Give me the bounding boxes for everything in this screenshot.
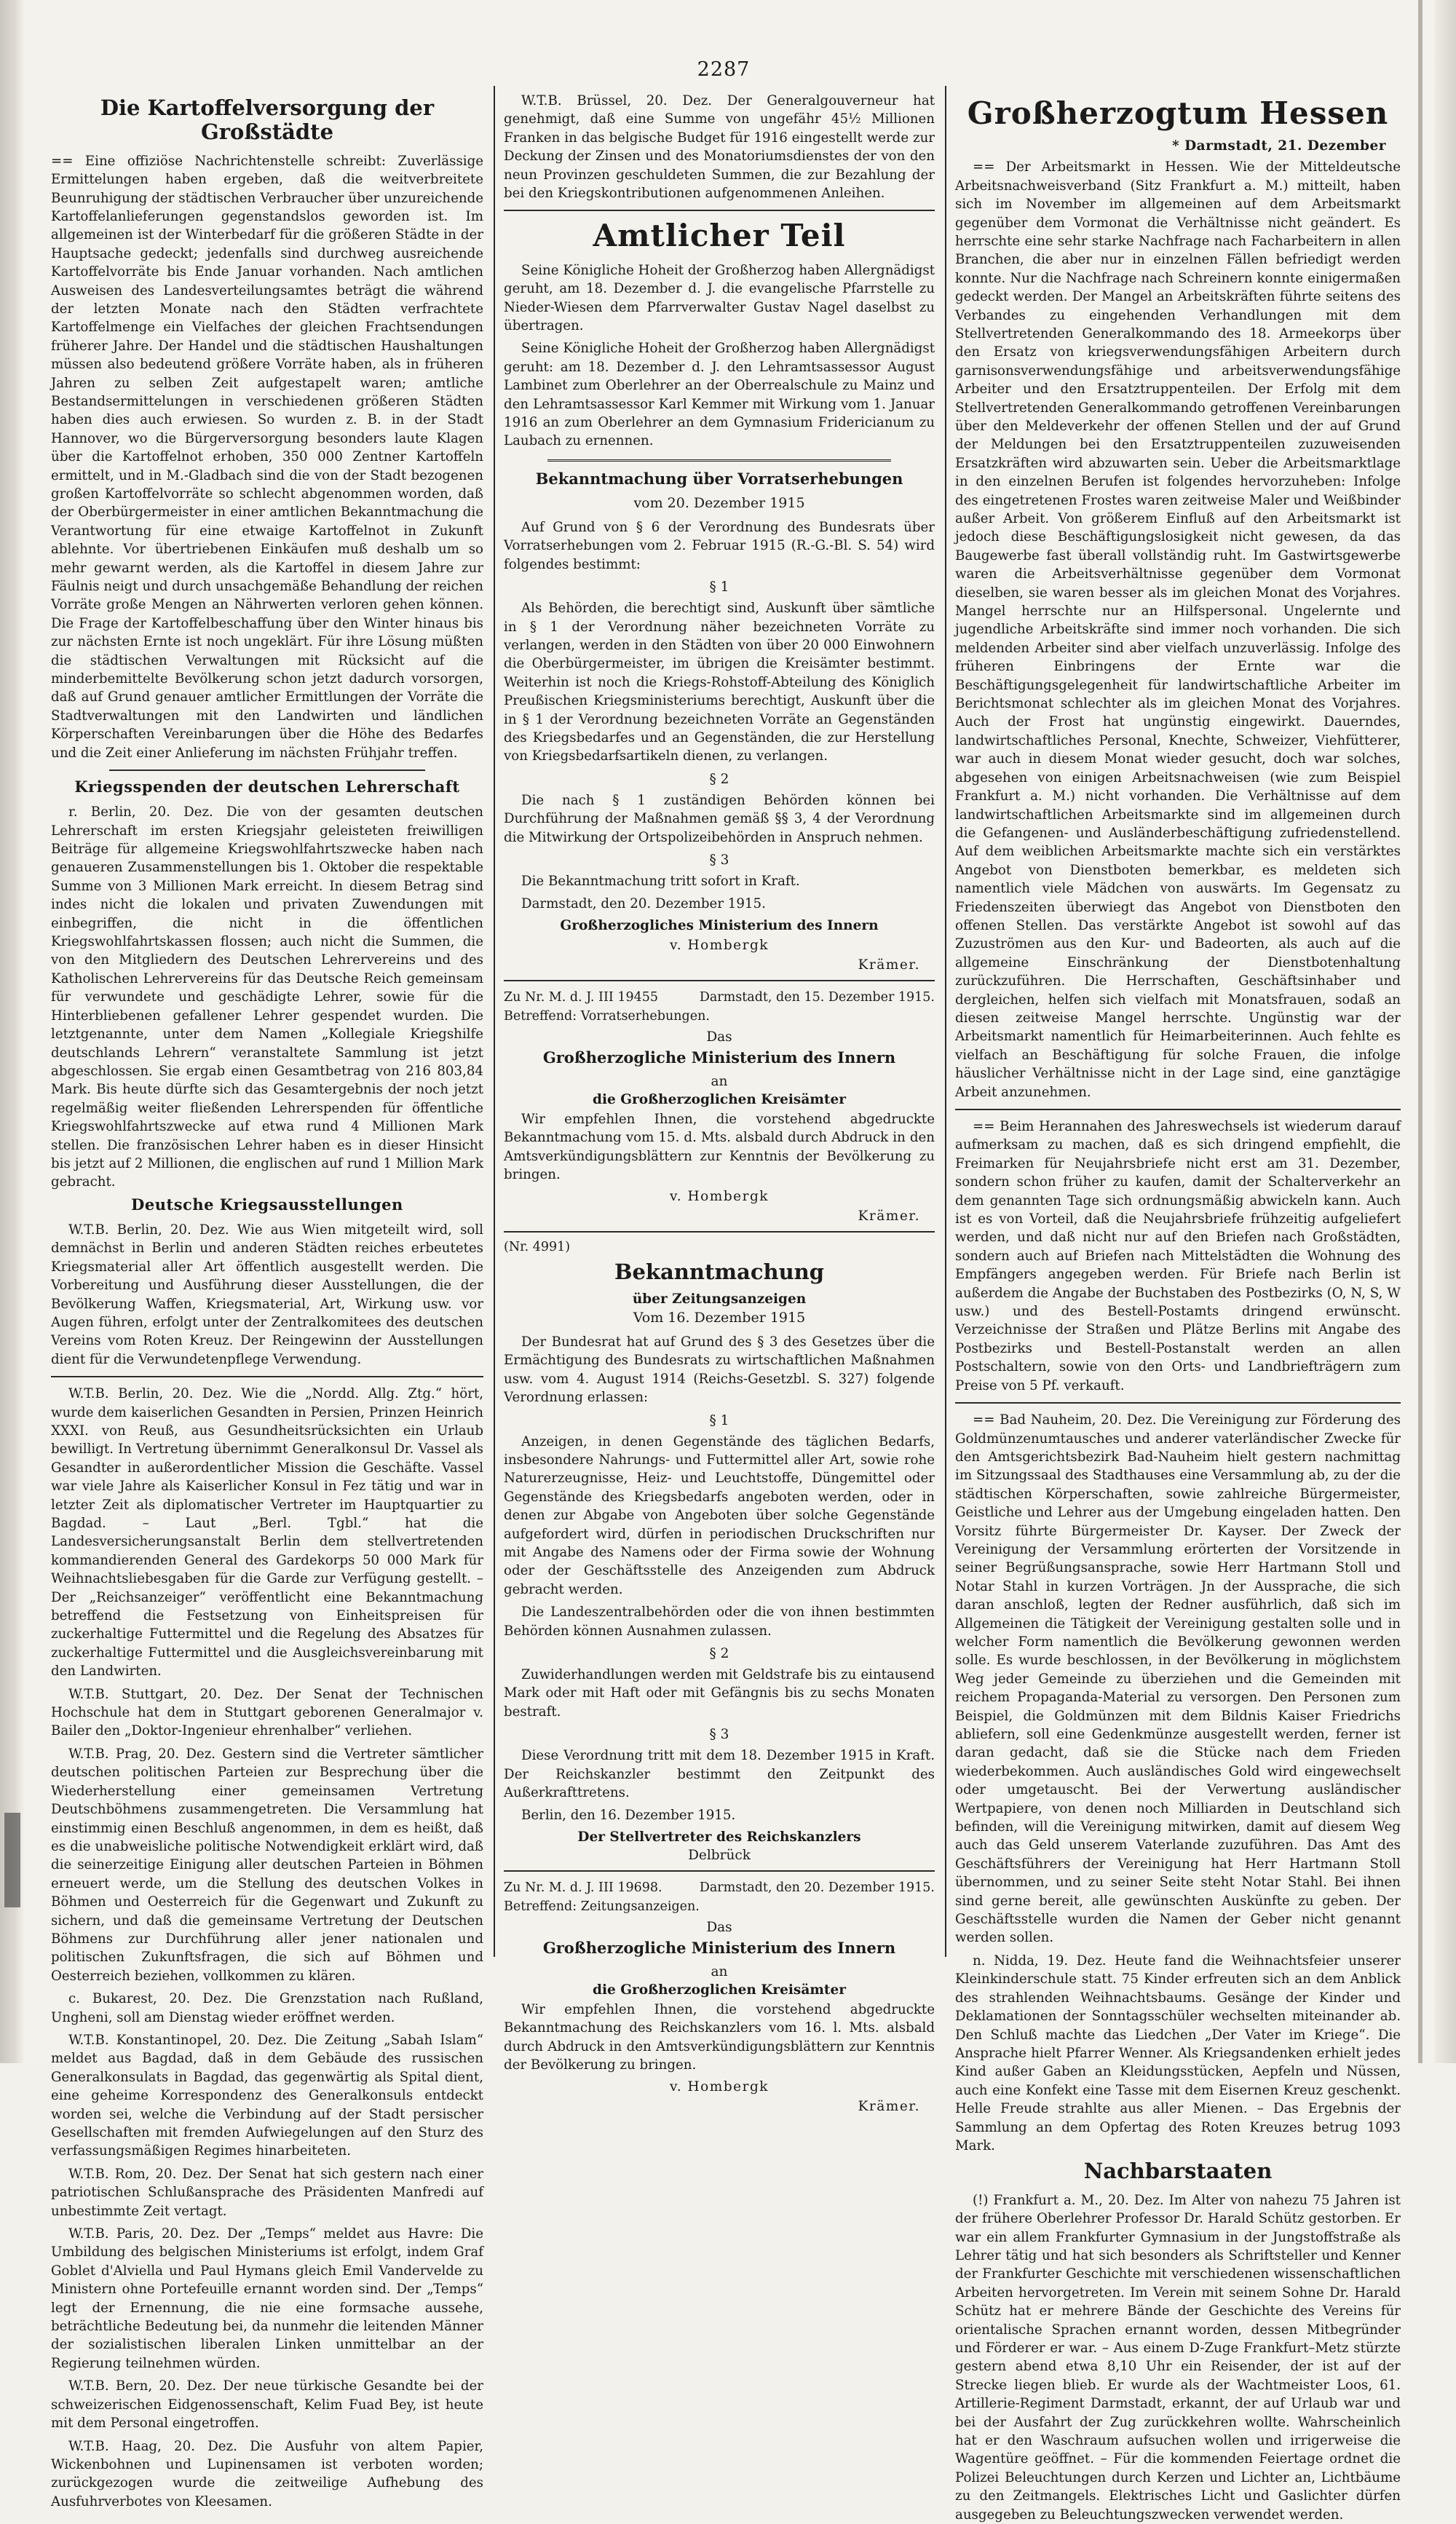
separator xyxy=(955,1109,1401,1110)
notice-section-1a: Anzeigen, in denen Gegenstände des täglichen Bedarfs, insbesondere Nahrungs- und Futtermittel aller Art, sowie rohe Naturerzeugnisse, Heiz- und Leuchtstoffe, Düngemittel oder Gegenstände des Kriegsbedarfs angeboten werden, oder in denen zur Abgabe von Angeboten über solche Gegenstände aufgefordert wird, dürfen in periodischen Druckschriften nur mit Angabe des Namens oder der Firma sowie der Wohnung oder der Geschäftsstelle des Anzeigenden zum Abdruck gebracht werden. xyxy=(504,1433,935,1597)
address-an: an xyxy=(711,1964,728,1980)
column-middle xyxy=(504,92,935,2114)
separator xyxy=(109,770,425,771)
notice-section-2: Zuwiderhandlungen werden mit Geldstrafe bis zu eintausend Mark oder mit Haft oder mit Gefängnis bis zu sechs Monaten bestraft. xyxy=(504,1667,935,1720)
news-item-prag: W.T.B. Prag, 20. Dez. Gestern sind die Vertreter sämtlicher deutschen politischen Parteien zur Besprechung über die Wiederherstellung einer gemeinsamen Vertretung Deutschböhmens zusammengetreten. Die Versammlung hat einstimmig einen Beschluß angenommen, in dem es heißt, daß es die unabweisliche politische Notwendigkeit erklärt wird, daß die seinerzeitige Einigung aller deutschen Parteien in Böhmen erneuert werde, um die Stellung des deutschen Volkes in Böhmen und Oesterreich für die Gegenwart und Zukunft zu sichern, und daß die gemeinsame Vertretung der Deutschen Böhmens zur Durchführung aller jener nationalen und politischen Zukunftsfragen, die sich auf Böhmen und Oesterreich beziehen, vollkommen zu klären. xyxy=(51,1746,483,1984)
separator xyxy=(51,1376,483,1377)
reference-date: Darmstadt, den 15. Dezember 1915. xyxy=(699,989,935,1005)
news-item-rom: W.T.B. Rom, 20. Dez. Der Senat hat sich gestern nach einer patriotischen Schlußansprache des Präsidenten Manfredi auf unbestimmte Zeit vertagt. xyxy=(51,2166,483,2219)
news-item-berlin: W.T.B. Berlin, 20. Dez. Wie die „Nordd. Allg. Ztg.“ hört, wurde dem kaiserlichen Gesandten in Persien, Prinzen Heinrich XXXI. von Reuß, aus Gesundheitsrücksichten ein Urlaub bewilligt. In Vertretung übernimmt Generalkonsul Dr. Vassel als Gesandter in außerordentlicher Mission die Geschäfte. Vassel war viele Jahre als Kaiserlicher Konsul in Fez tätig und war in letzter Zeit als diplomatischer Vertreter im Hauptquartier zu Bagdad. – Laut „Berl. Tgbl.“ hat die Landesversicherungsanstalt Berlin dem stellvertretenden kommandierenden General des Gardekorps 50 000 Mark für Weihnachtsliebesgaben für die Garde zur Verfügung gestellt. – Der „Reichsanzeiger“ veröffentlicht eine Bekanntmachung betreffend die Festsetzung von Einheitspreisen für zuckerhaltige Futtermittel und die Regelung des Absatzes für zuckerhaltige Futtermittel und die Ausgleichsvereinbarung mit den Landwirten. xyxy=(51,1386,483,1680)
margin-mark xyxy=(4,1813,20,1907)
notice-pfarrstelle: Seine Königliche Hoheit der Großherzog haben Allergnädigst geruht, am 18. Dezember d. J. die evangelische Pfarrstelle zu Nieder-Wiesen dem Pfarrverwalter Gustav Nagel daselbst zu übertragen. xyxy=(504,262,935,333)
notice-section-3: Die Bekanntmachung tritt sofort in Kraft. xyxy=(521,874,800,890)
news-item-konstantinopel: W.T.B. Konstantinopel, 20. Dez. Die Zeitung „Sabah Islam“ meldet aus Bagdad, daß in dem Gebäude des russischen Generalkonsulats in Bagdad, das gegenwärtig als Spital dient, eine geheime Korrespondenz des Generalkonsuls entdeckt worden sei, welche die Verbindung auf der Stadt persischer Gesellschaften mit fremden Aufwiegelungen auf den Sturz des verfassungsmäßigen Regimes hinarbeiteten. xyxy=(51,2032,483,2159)
column-right xyxy=(955,92,1401,2523)
notice-date: vom 20. Dezember 1915 xyxy=(633,494,805,511)
signature-ministry: Großherzogliches Ministerium des Innern xyxy=(560,917,879,933)
section-title-hessen: Großherzogtum Hessen xyxy=(967,95,1389,131)
signature-kraemer: Krämer. xyxy=(858,2098,920,2114)
article-frankfurt: (!) Frankfurt a. M., 20. Dez. Im Alter von nahezu 75 Jahren ist der frühere Oberlehrer Professor Dr. Harald Schütz gestorben. Er war ein allem Frankfurter Gymnasium in der Jungstoffstraße als Lehrer tätig und hat sich besonders als Schriftsteller und Kenner der Frankfurter Geschichte mit verschiedenen wissenschaftlichen Arbeiten hervorgetreten. Im Verein mit seinem Sohne Dr. Harald Schütz hat er mehrere Bände der Geschichte des Vereins für orientalische Sprachen ernannt worden, dessen Mitbegründer und Förderer er war. – Aus einem D-Zuge Frankfurt–Metz stürzte gestern abend etwa 8,10 Uhr ein Reisender, der ist auf der Strecke liegen blieb. Er wurde als der Wachtmeister Loos, 61. Artillerie-Regiment Darmstadt, erkannt, der auf Urlaub war und bei der Ausfahrt der Zug zurückkehren wollte. Wahrscheinlich hat er den Waschraum aufsuchen wollen und irrigerweise die Wagentüre geöffnet. – Für die kommenden Feiertage ordnet die Polizei Beleuchtungen durch Kerzen und Lichter an, Lichtbäume zu den Zeitmangels. Elektrisches Licht und Gaslichter dürfen ausgegeben zu Beleuchtungszwecken verwendet werden. xyxy=(955,2192,1401,2523)
notice-subtitle: über Zeitungsanzeigen xyxy=(632,1291,807,1307)
article-title-kartoffelversorgung: Die Kartoffelversorgung der Großstädte xyxy=(100,95,435,145)
column-rule-left xyxy=(494,86,495,1957)
notice-place-date: Darmstadt, den 20. Dezember 1915. xyxy=(521,896,766,912)
notice-section-1b: Die Landeszentralbehörden oder die von ihnen bestimmten Behörden können Ausnahmen zulassen. xyxy=(504,1605,935,1639)
notice-place-date: Berlin, den 16. Dezember 1915. xyxy=(521,1808,736,1824)
notice-title-vorratserhebungen: Bekanntmachung über Vorratserhebungen xyxy=(535,469,903,488)
news-item-bern: W.T.B. Bern, 20. Dez. Der neue türkische Gesandte bei der schweizerischen Eidgenossenschaft, Kelim Fuad Bey, ist heute mit dem Personal eingetroffen. xyxy=(51,2378,483,2432)
reference-subject: Betreffend: Vorratserhebungen. xyxy=(504,1008,710,1024)
section-title-amtlicher-teil: Amtlicher Teil xyxy=(593,218,846,254)
notice-section-1: Als Behörden, die berechtigt sind, Auskunft über sämtliche in § 1 der Verordnung näher bezeichneten Vorräte zu verlangen, werden in den Städten von über 20 000 Einwohnern die Oberbürgermeister, im übrigen die Kreisämter bestimmt. Weiterhin ist noch die Kriegs-Rohstoff-Abteilung des Königlich Preußischen Kriegsministeriums berechtigt, Auskunft über die in § 1 der Verordnung bezeichneten Vorräte an Gegenständen des Kriegsbedarfes und an Gegenständen, die zur Herstellung von Kriegsbedarfsartikeln dienen, zu verlangen. xyxy=(504,601,935,764)
section-mark: § 3 xyxy=(709,1727,729,1743)
article-arbeitsmarkt: == Der Arbeitsmarkt in Hessen. Wie der Mitteldeutsche Arbeitsnachweisverband (Sitz Frankfurt a. M.) mitteilt, haben sich im November im allgemeinen auf dem Arbeitsmarkt gegenüber dem Vormonat die Verhältnisse nicht geändert. Es herrschte eine sehr starke Nachfrage nach Facharbeitern in allen Branchen, die aber nur in einzelnen Fällen befriedigt werden konnte. Nur die Nachfrage nach Schreinern konnte einigermaßen gedeckt werden. Der Mangel an Arbeitskräften führte seitens des Verbandes zu eingehenden Verhandlungen mit dem Stellvertretenden Generalkommando des 18. Armeekorps über den Ersatz von kriegsverwendungsfähigen Arbeitern durch garnisonsverwendungsfähige und arbeitsverwendungsfähige Arbeiter und den Ersatztruppenteilen. Der Erfolg mit dem Stellvertretenden Generalkommando getroffenen Vereinbarungen über den Meldeverkehr der offenen Stellen und der auf Grund der Meldungen bei den Ersatztruppenteilen zuzuweisenden Ersatzkräften wird abzuwarten sein. Ueber die Arbeitsmarktlage in den einzelnen Berufen ist folgendes hervorzuheben: Infolge des eingetretenen Frostes waren zeitweise Maler und Weißbinder außer Arbeit. Von größerem Einfluß auf den Arbeitsmarkt ist jedoch diese Beschäftigungslosigkeit nicht gewesen, da das Baugewerbe fast überall vollständig ruht. Im Gastwirtsgewerbe waren die Arbeitsverhältnisse gegenüber dem Vormonat dieselben, sie waren besser als im gleichen Monat des Vorjahres. Mangel herrschte nur an Hilfspersonal. Ungelernte und jugendliche Arbeitskräfte sind immer noch vorhanden. Die sich meldenden Arbeiter sind aber vielfach unzuverlässig. Infolge des früheren Einbringens der Ernte war die Beschäftigungsgelegenheit für landwirtschaftliche Arbeiter im Berichtsmonat schlechter als im gleichen Monat des Vorjahres. Auch der Frost hat ungünstig eingewirkt. Dauerndes, landwirtschaftliches Personal, Knechte, Schweizer, Viehfütterer, war auch in diesem Monat wieder gesucht, doch war solches, abgesehen von einigen Arbeitsnachweisen (wie zum Beispiel Frankfurt a. M.) nicht vorhanden. Die Verhältnisse auf dem landwirtschaftlichen Arbeitsmarkte sind im allgemeinen durch die Gefangenen- und Ausländerbeschäftigung zufriedenstellend. Auf dem weiblichen Arbeitsmarkte machte sich ein verstärktes Angebot von Dienstboten bemerkbar, es meldeten sich namentlich viele Mädchen von auswärts. Im Gegensatz zu Friedenszeiten überwiegt das Angebot von Dienstboten den offenen Stellen. Das verstärkte Angebot ist sowohl auf das Zuzuströmen aus den Kur- und Badeorten, als auch auf die allgemeine Einschränkung der Dienstbotenhaltung zurückzuführen. Die Herrschaften, Geschäftsinhaber und dergleichen, helfen sich vielfach mit Monatsfrauen, sodaß an diesen zeitweise Mangel herrschte. Ungünstig war der Arbeitsmarkt namentlich für Heimarbeiterinnen. Auch fehlte es vielfach an Beschäftigung für solche Frauen, die infolge häuslicher Verhältnisse nicht in der Lage sind, eine ganztägige Arbeit anzunehmen. xyxy=(955,159,1401,1100)
address-das: Das xyxy=(706,1029,732,1045)
right-page-edge xyxy=(1434,0,1456,2063)
separator xyxy=(504,210,935,211)
signature-stellvertreter: Der Stellvertreter des Reichskanzlers xyxy=(577,1829,861,1845)
left-page-edge xyxy=(0,0,25,2063)
article-bad-nauheim: == Bad Nauheim, 20. Dez. Die Vereinigung zur Förderung des Goldmünzenumtausches und anderer vaterländischer Zwecke für den Amtsgerichtsbezirk Bad-Nauheim hielt gestern nachmittag im Sitzungssaal des Stadthauses eine Versammlung ab, zu der die städtischen Körperschaften, sowie zahlreiche Bürgermeister, Geistliche und Lehrer aus der Umgebung eingeladen hatten. Den Vorsitz führte Bürgermeister Dr. Kayser. Der Zweck der Vereinigung der Versammlung erörterten der Vorsitzende in seiner Begrüßungsansprache, sowie Herr Hartmann Stoll und Notar Stahl in kurzen Vorträgen. Jn der Aussprache, die sich daran anschloß, legten der Redner ausführlich, daß sich im Allgemeinen die Tätigkeit der Vereinigung gestalten solle und in welcher Form namentlich die Bevölkerung gewonnen werden solle. Es wurde beschlossen, in der Bevölkerung in möglichstem Weg jeder Gemeinde zu überziehen und die Gemeinden mit reichem Propaganda-Material zu versorgen. Den Personen zum Beispiel, die Goldmünzen mit dem Bildnis Kaiser Friedrichs abliefern, soll eine Gedenkmünze ausgestellt werden, ferner ist daran gedacht, daß sie die Stücke nach dem Frieden wiederbekommen. Auch ausländisches Gold wird eingewechselt oder umgetauscht. Bei der Verwertung ausländischer Wertpapiere, von denen noch Milliarden in Deutschland sich befinden, will die Vereinigung mitwirken, damit auf diesem Weg auch das Geld unserem Vaterlande zuzuführen. Das Amt des Geschäftsführers der Vereinigung hat Herr Hartmann Stoll übernommen, und zu seiner Seite steht Notar Stahl. Bei ihnen sind gerne bereit, alle gewünschten Auskünfte zu geben. Der Geschäftsstelle wurden die Namen der Geber nicht genannt werden sollen. xyxy=(955,1412,1401,1946)
address-kreisaemter: die Großherzoglichen Kreisämter xyxy=(593,1091,846,1107)
section-mark: § 1 xyxy=(709,1412,729,1428)
news-item-bruessel: W.T.B. Brüssel, 20. Dez. Der Generalgouverneur hat genehmigt, daß eine Summe von ungefähr 45½ Millionen Franken in das belgische Budget für 1916 eingestellt werde zur Deckung der Zinsen und des Monatoriumsdienstes der von den neun Provinzen geschuldeten Summen, die zur Bezahlung der bei den Kriegskontributionen aufgenommenen Anleihen. xyxy=(504,93,935,202)
article-body-kriegsspenden: r. Berlin, 20. Dez. Die von der gesamten deutschen Lehrerschaft im ersten Kriegsjahr geleisteten freiwilligen Beiträge für allgemeine Kriegswohlfahrtszwecke haben nach genaueren Zusammenstellungen bis 1. Oktober die respektable Summe von 3 Millionen Mark erreicht. In diesem Betrag sind indes nicht die lokalen und privaten Zuwendungen mit einbegriffen, die nicht in die öffentlichen Kriegswohlfahrtskassen flossen; auch nicht die Summen, die von den Mitgliedern des Deutschen Lehrervereins und des Katholischen Lehrervereins für das Deutsche Reich gemeinsam für verwundete und geschädigte Lehrer, sowie für die Hinterbliebenen gefallener Lehrer gespendet wurden. Die letztgenannte, unter dem Namen „Kollegiale Kriegshilfe deutschlands Lehrern“ veranstaltete Sammlung ist jetzt abgeschlossen. Sie ergab einen Gesamtbetrag von 216 803,84 Mark. Bis heute dürfte sich das Gesamtergebnis der noch jetzt regelmäßig weiter fließenden Lehrerspenden für öffentliche Kriegswohlfahrtszwecke auf etwa rund 4 Millionen Mark stellen. Die französischen Lehrer haben es in dieser Hinsicht bis jetzt auf 2 Millionen, die englischen auf rund 1 Million Mark gebracht. xyxy=(51,804,483,1190)
column-left xyxy=(51,92,483,2509)
reference-body: Wir empfehlen Ihnen, die vorstehend abgedruckte Bekanntmachung vom 15. d. Mts. alsbald durch Abdruck in den Amtsverkündigungsblättern zur Kenntnis der Bevölkerung zu bringen. xyxy=(504,1111,935,1183)
section-mark: § 1 xyxy=(709,579,729,596)
page-number: 2287 xyxy=(697,58,751,81)
reference-line xyxy=(504,989,935,1006)
notice-section-2: Die nach § 1 zuständigen Behörden können bei Durchführung der Maßnahmen gemäß §§ 3, 4 der Verordnung die Mitwirkung der Ortspolizeibehörden in Anspruch nehmen. xyxy=(504,792,935,845)
article-body-kartoffelversorgung: == Eine offiziöse Nachrichtenstelle schreibt: Zuverlässige Ermittelungen haben ergeben, daß die weitverbreitete Beunruhigung der städtischen Verbraucher über unzureichende Kartoffelanlieferungen gegenstandslos geworden ist. Im allgemeinen ist der Winterbedarf für die größeren Städte in der Hauptsache gedeckt; jedenfalls sind durchweg ausreichende Kartoffelvorräte bis Ende Januar vorhanden. Nach amtlichen Ausweisen des Landesverteilungsamtes beträgt die während der letzten Monate nach den Städten verfrachtete Kartoffelmenge ein Vielfaches der gleichen Frachtsendungen früherer Jahre. Der Handel und die städtischen Haushaltungen müssen also bedeutend größere Vorräte haben, als in früheren Jahren zu selben Zeit aufgestapelt waren; amtliche Bestandsermittelungen in verschiedenen größeren Städten haben dies auch erwiesen. So wurden z. B. in der Stadt Hannover, wo die Bürgerversorgung besonders laute Klagen über die Kartoffelnot erhoben, 350 000 Zentner Kartoffeln ermittelt, und in M.-Gladbach sind die von der Stadt bezogenen großen Kartoffelvorräte so schlecht abgenommen worden, daß der Oberbürgermeister in einer amtlichen Bekanntmachung die Verantwortung für eine etwaige Kartoffelnot in Zukunft ablehnte. Vor übertriebenen Einkäufen muß deshalb um so mehr gewarnt werden, als die Kartoffel in diesem Jahre zur Fäulnis neigt und durch unsachgemäße Behandlung der reichen Vorräte große Mengen an Nährwerten verloren gehen können. Die Frage der Kartoffelbeschaffung über den Winter hinaus bis zur nächsten Ernte ist noch ungeklärt. Für ihre Lösung müßten die städtischen Verwaltungen mit Rücksicht auf die minderbemittelte Bevölkerung schon jetzt dadurch vorsorgen, daß auf Grund genauer amtlicher Ermittlungen der Vorräte die Stadtverwaltungen mit den Landwirten und ländlichen Körperschaften Vereinbarungen über die Höhe des Bedarfes und die Zeit einer Anlieferung im nächsten Frühjahr treffen. xyxy=(51,153,483,761)
signature-kraemer: Krämer. xyxy=(858,957,920,973)
news-item-bukarest: c. Bukarest, 20. Dez. Die Grenzstation nach Rußland, Ungheni, soll am Dienstag wieder eröffnet werden. xyxy=(51,1991,483,2025)
address-ministry: Großherzogliche Ministerium des Innern xyxy=(542,1938,896,1957)
notice-intro: Auf Grund von § 6 der Verordnung des Bundesrats über Vorratserhebungen vom 2. Februar 1915 (R.-G.-Bl. S. 54) wird folgendes bestimmt: xyxy=(504,519,935,572)
news-item-haag: W.T.B. Haag, 20. Dez. Die Ausfuhr von altem Papier, Wickenbohnen und Lupinensamen ist verboten worden; zurückgezogen wurde die zeitweilige Aufhebung des Ausfuhrverbotes von Kleesamen. xyxy=(51,2438,483,2509)
address-an: an xyxy=(711,1073,728,1089)
article-title-kriegsausstellungen: Deutsche Kriegsausstellungen xyxy=(131,1195,403,1214)
signature-kraemer: Krämer. xyxy=(858,1208,920,1224)
article-nidda: n. Nidda, 19. Dez. Heute fand die Weihnachtsfeier unserer Kleinkinderschule statt. 75 Kinder erfreuten sich an dem Anblick des strahlenden Weihnachtsbaums. Gesänge der Kinder und Deklamationen der Sonntagsschüler wechselten miteinander ab. Den Schluß machte das Liedchen „Der Vater im Kriege“. Die Ansprache hielt Pfarrer Wenner. Als Kriegsandenken erhielt jedes Kind außer Gaben an Kleidungsstücken, Aepfeln und Nüssen, auch eine Konfekt eine Tasse mit dem Eisernen Kreuz geschenkt. Helle Freude strahlte aus aller Mienen. – Das Ergebnis der Sammlung an dem Opfertag des Roten Kreuzes betrug 1093 Mark. xyxy=(955,1953,1401,2153)
dateline-darmstadt: * Darmstadt, 21. Dezember xyxy=(1171,138,1386,154)
reference-number: Zu Nr. M. d. J. III 19455 xyxy=(504,989,658,1005)
binding-fold xyxy=(1418,0,1423,2063)
address-ministry: Großherzogliche Ministerium des Innern xyxy=(542,1048,896,1067)
section-mark: § 2 xyxy=(709,771,729,787)
separator xyxy=(955,1402,1401,1404)
article-body-kriegsausstellungen: W.T.B. Berlin, 20. Dez. Wie aus Wien mitgeteilt wird, soll demnächst in Berlin und anderen Städten reiches erbeutetes Kriegsmaterial aller Art öffentlich ausgestellt werden. Die Vorbereitung und Ausführung dieser Ausstellungen, die der Bevölkerung Waffen, Kriegsmaterial, Art, Wirkung usw. vor Augen führen, erfolgt unter der Zentralkomitees des deutschen Vereins vom Roten Kreuz. Der Reingewinn der Ausstellungen dient für die Verwundetenpflege Verwendung. xyxy=(51,1222,483,1367)
column-rule-right xyxy=(945,86,946,1957)
news-item-stuttgart: W.T.B. Stuttgart, 20. Dez. Der Senat der Technischen Hochschule hat dem in Stuttgart geborenen Generalmajor v. Bailer den „Doktor-Ingenieur ehrenhalber“ verliehen. xyxy=(51,1686,483,1739)
article-jahreswechsel: == Beim Herannahen des Jahreswechsels ist wiederum darauf aufmerksam zu machen, daß es sich dringend empfiehlt, die Freimarken für Neujahrsbriefe nicht erst am 31. Dezember, sondern schon früher zu kaufen, damit der Schalterverkehr an dem genannten Tage sich ordnungsmäßig abwickeln kann. Auch ist es von Vorteil, daß die Neujahrsbriefe frühzeitig aufgeliefert werden, und daß nicht nur auf den Briefen nach Großstädten, sondern auch auf Briefen nach Mittelstädten die Wohnung des Empfängers angegeben werden. Für Briefe nach Berlin ist außerdem die Angabe der Buchstaben des Postbezirks (O, N, S, W usw.) und des Bestell-Postamts dringend erwünscht. Verzeichnisse der Straßen und Plätze Berlins mit Angabe des Postbezirks und Bestell-Postanstalt werden an allen Postschaltern, sowie von den Orts- und Landbriefträgern zum Preise von 5 Pf. verkauft. xyxy=(955,1119,1401,1393)
notice-number: (Nr. 4991) xyxy=(504,1239,571,1254)
notice-oberlehrer: Seine Königliche Hoheit der Großherzog haben Allergnädigst geruht: am 18. Dezember d. J. den Lehramtsassessor August Lambinet zum Oberlehrer an der Oberrealschule zu Mainz und den Lehramtsassessor Karl Kemmer mit Wirkung vom 1. Januar 1916 an zum Oberlehrer an dem Gymnasium Fridericianum zu Laubach zu ernennen. xyxy=(504,341,935,449)
separator xyxy=(504,1870,935,1872)
news-item-paris: W.T.B. Paris, 20. Dez. Der „Temps“ meldet aus Havre: Die Umbildung des belgischen Ministeriums ist erfolgt, indem Graf Goblet d'Alviella und Paul Hymans gleich Emil Vandervelde zu Ministern ohne Portefeuille ernannt worden sind. Der „Temps“ legt der Ernennung, die nie eine formsache aussehe, beträchtliche Bedeutung bei, da nunmehr die leitenden Männer der sozialistischen liberalen Linken unmittelbar an der Regierung teilnehmen würden. xyxy=(51,2226,483,2371)
address-kreisaemter: die Großherzoglichen Kreisämter xyxy=(593,1982,846,1998)
section-mark: § 2 xyxy=(709,1646,729,1662)
notice-title-zeitungsanzeigen: Bekanntmachung xyxy=(614,1259,825,1284)
reference-line xyxy=(504,1879,935,1896)
notice-intro: Der Bundesrat hat auf Grund des § 3 des Gesetzes über die Ermächtigung des Bundesrats zu wirtschaftlichen Maßnahmen usw. vom 4. August 1914 (Reichs-Gesetzbl. S. 327) folgende Verordnung erlassen: xyxy=(504,1334,935,1406)
signature-homberg: v. Hombergk xyxy=(669,937,769,953)
address-das: Das xyxy=(706,1919,732,1935)
signature-delbrueck: Delbrück xyxy=(688,1847,751,1863)
notice-section-3: Diese Verordnung tritt mit dem 18. Dezember 1915 in Kraft. Der Reichskanzler bestimmt den Zeitpunkt des Außerkrafttretens. xyxy=(504,1748,935,1801)
section-title-nachbarstaaten: Nachbarstaaten xyxy=(1083,2159,1273,2184)
signature-homberg: v. Hombergk xyxy=(669,2078,769,2094)
reference-date: Darmstadt, den 20. Dezember 1915. xyxy=(699,1880,935,1895)
reference-number: Zu Nr. M. d. J. III 19698. xyxy=(504,1880,662,1895)
section-mark: § 3 xyxy=(709,852,729,869)
signature-homberg: v. Hombergk xyxy=(669,1188,769,1204)
reference-subject: Betreffend: Zeitungsanzeigen. xyxy=(504,1899,700,1914)
notice-date: Vom 16. Dezember 1915 xyxy=(633,1309,806,1326)
reference-body: Wir empfehlen Ihnen, die vorstehend abgedruckte Bekanntmachung des Reichskanzlers vom 16. l. Mts. alsbald durch Abdruck in den Amtsverkündigungsblättern zur Kenntnis der Bevölkerung zu bringen. xyxy=(504,2002,935,2073)
article-title-kriegsspenden: Kriegsspenden der deutschen Lehrerschaft xyxy=(74,778,460,796)
separator xyxy=(504,1231,935,1233)
separator xyxy=(504,980,935,981)
separator xyxy=(547,459,891,462)
